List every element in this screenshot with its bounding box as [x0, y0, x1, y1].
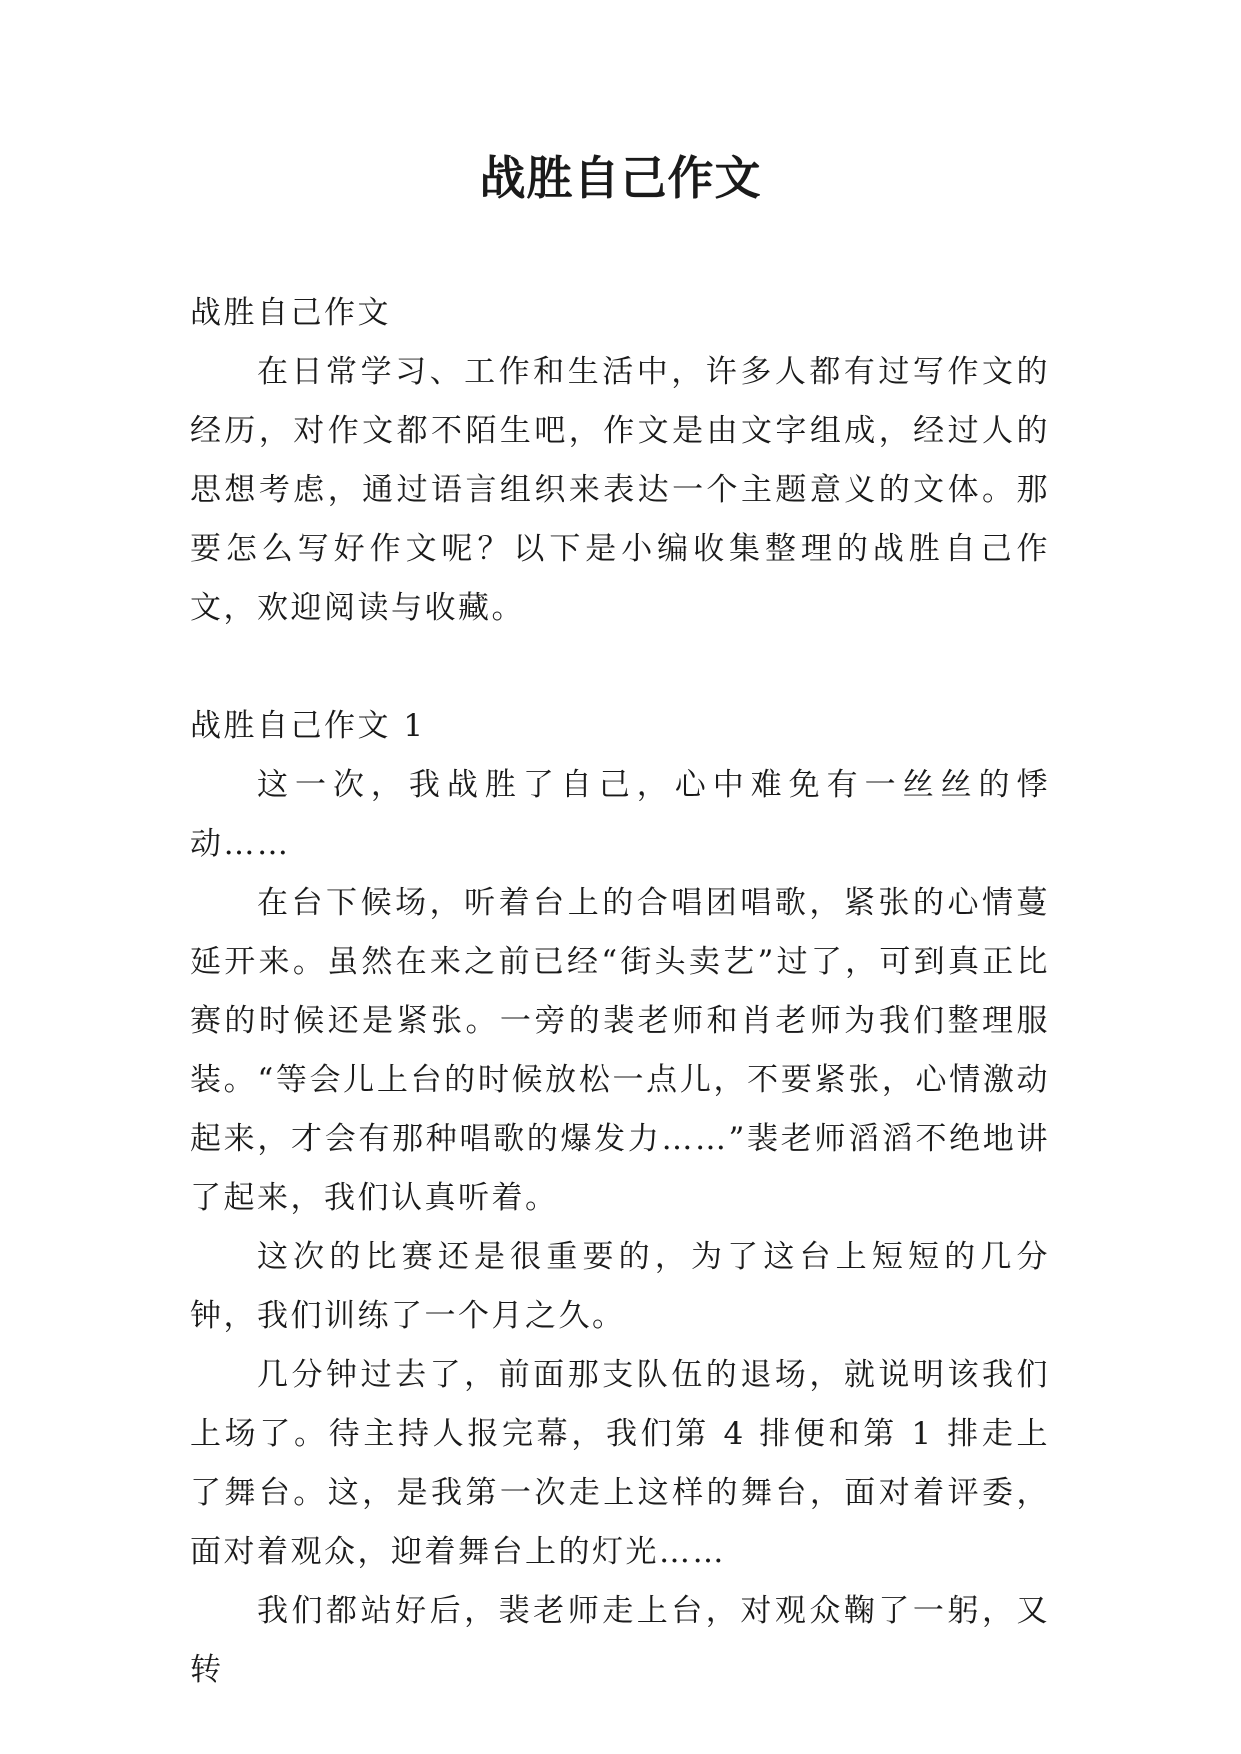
section1-paragraph-5: 我们都站好后，裴老师走上台，对观众鞠了一躬，又转: [190, 1593, 1050, 1688]
section-spacer: [190, 638, 1050, 697]
section1-heading: 战胜自己作文 1: [190, 708, 426, 744]
section1-paragraph-1: 这一次，我战胜了自己，心中难免有一丝丝的悸动……: [190, 767, 1050, 862]
intro-heading: 战胜自己作文: [190, 295, 391, 331]
document-title: 战胜自己作文: [479, 151, 762, 205]
section1-paragraph-3: 这次的比赛还是很重要的，为了这台上短短的几分钟，我们训练了一个月之久。: [190, 1239, 1050, 1334]
section1-paragraph-2: 在台下候场，听着台上的合唱团唱歌，紧张的心情蔓延开来。虽然在来之前已经“街头卖艺”过了，可到真正比赛的时候还是紧张。一旁的裴老师和肖老师为我们整理服装。“等会儿上台的时候放松一点儿，不要紧张，心情激动起来，才会有那种唱歌的爆发力……”裴老师滔滔不绝地讲了起来，我们认真听着。: [190, 885, 1050, 1216]
section1-paragraph-4: 几分钟过去了，前面那支队伍的退场，就说明该我们上场了。待主持人报完幕，我们第 4 排便和第 1 排走上了舞台。这，是我第一次走上这样的舞台，面对着评委，面对着观众，迎着舞台上的灯光……: [190, 1357, 1050, 1570]
intro-paragraph: 在日常学习、工作和生活中，许多人都有过写作文的经历，对作文都不陌生吧，作文是由文字组成，经过人的思想考虑，通过语言组织来表达一个主题意义的文体。那要怎么写好作文呢？以下是小编收集整理的战胜自己作文，欢迎阅读与收藏。: [190, 354, 1050, 626]
document-body: [190, 284, 1050, 1700]
